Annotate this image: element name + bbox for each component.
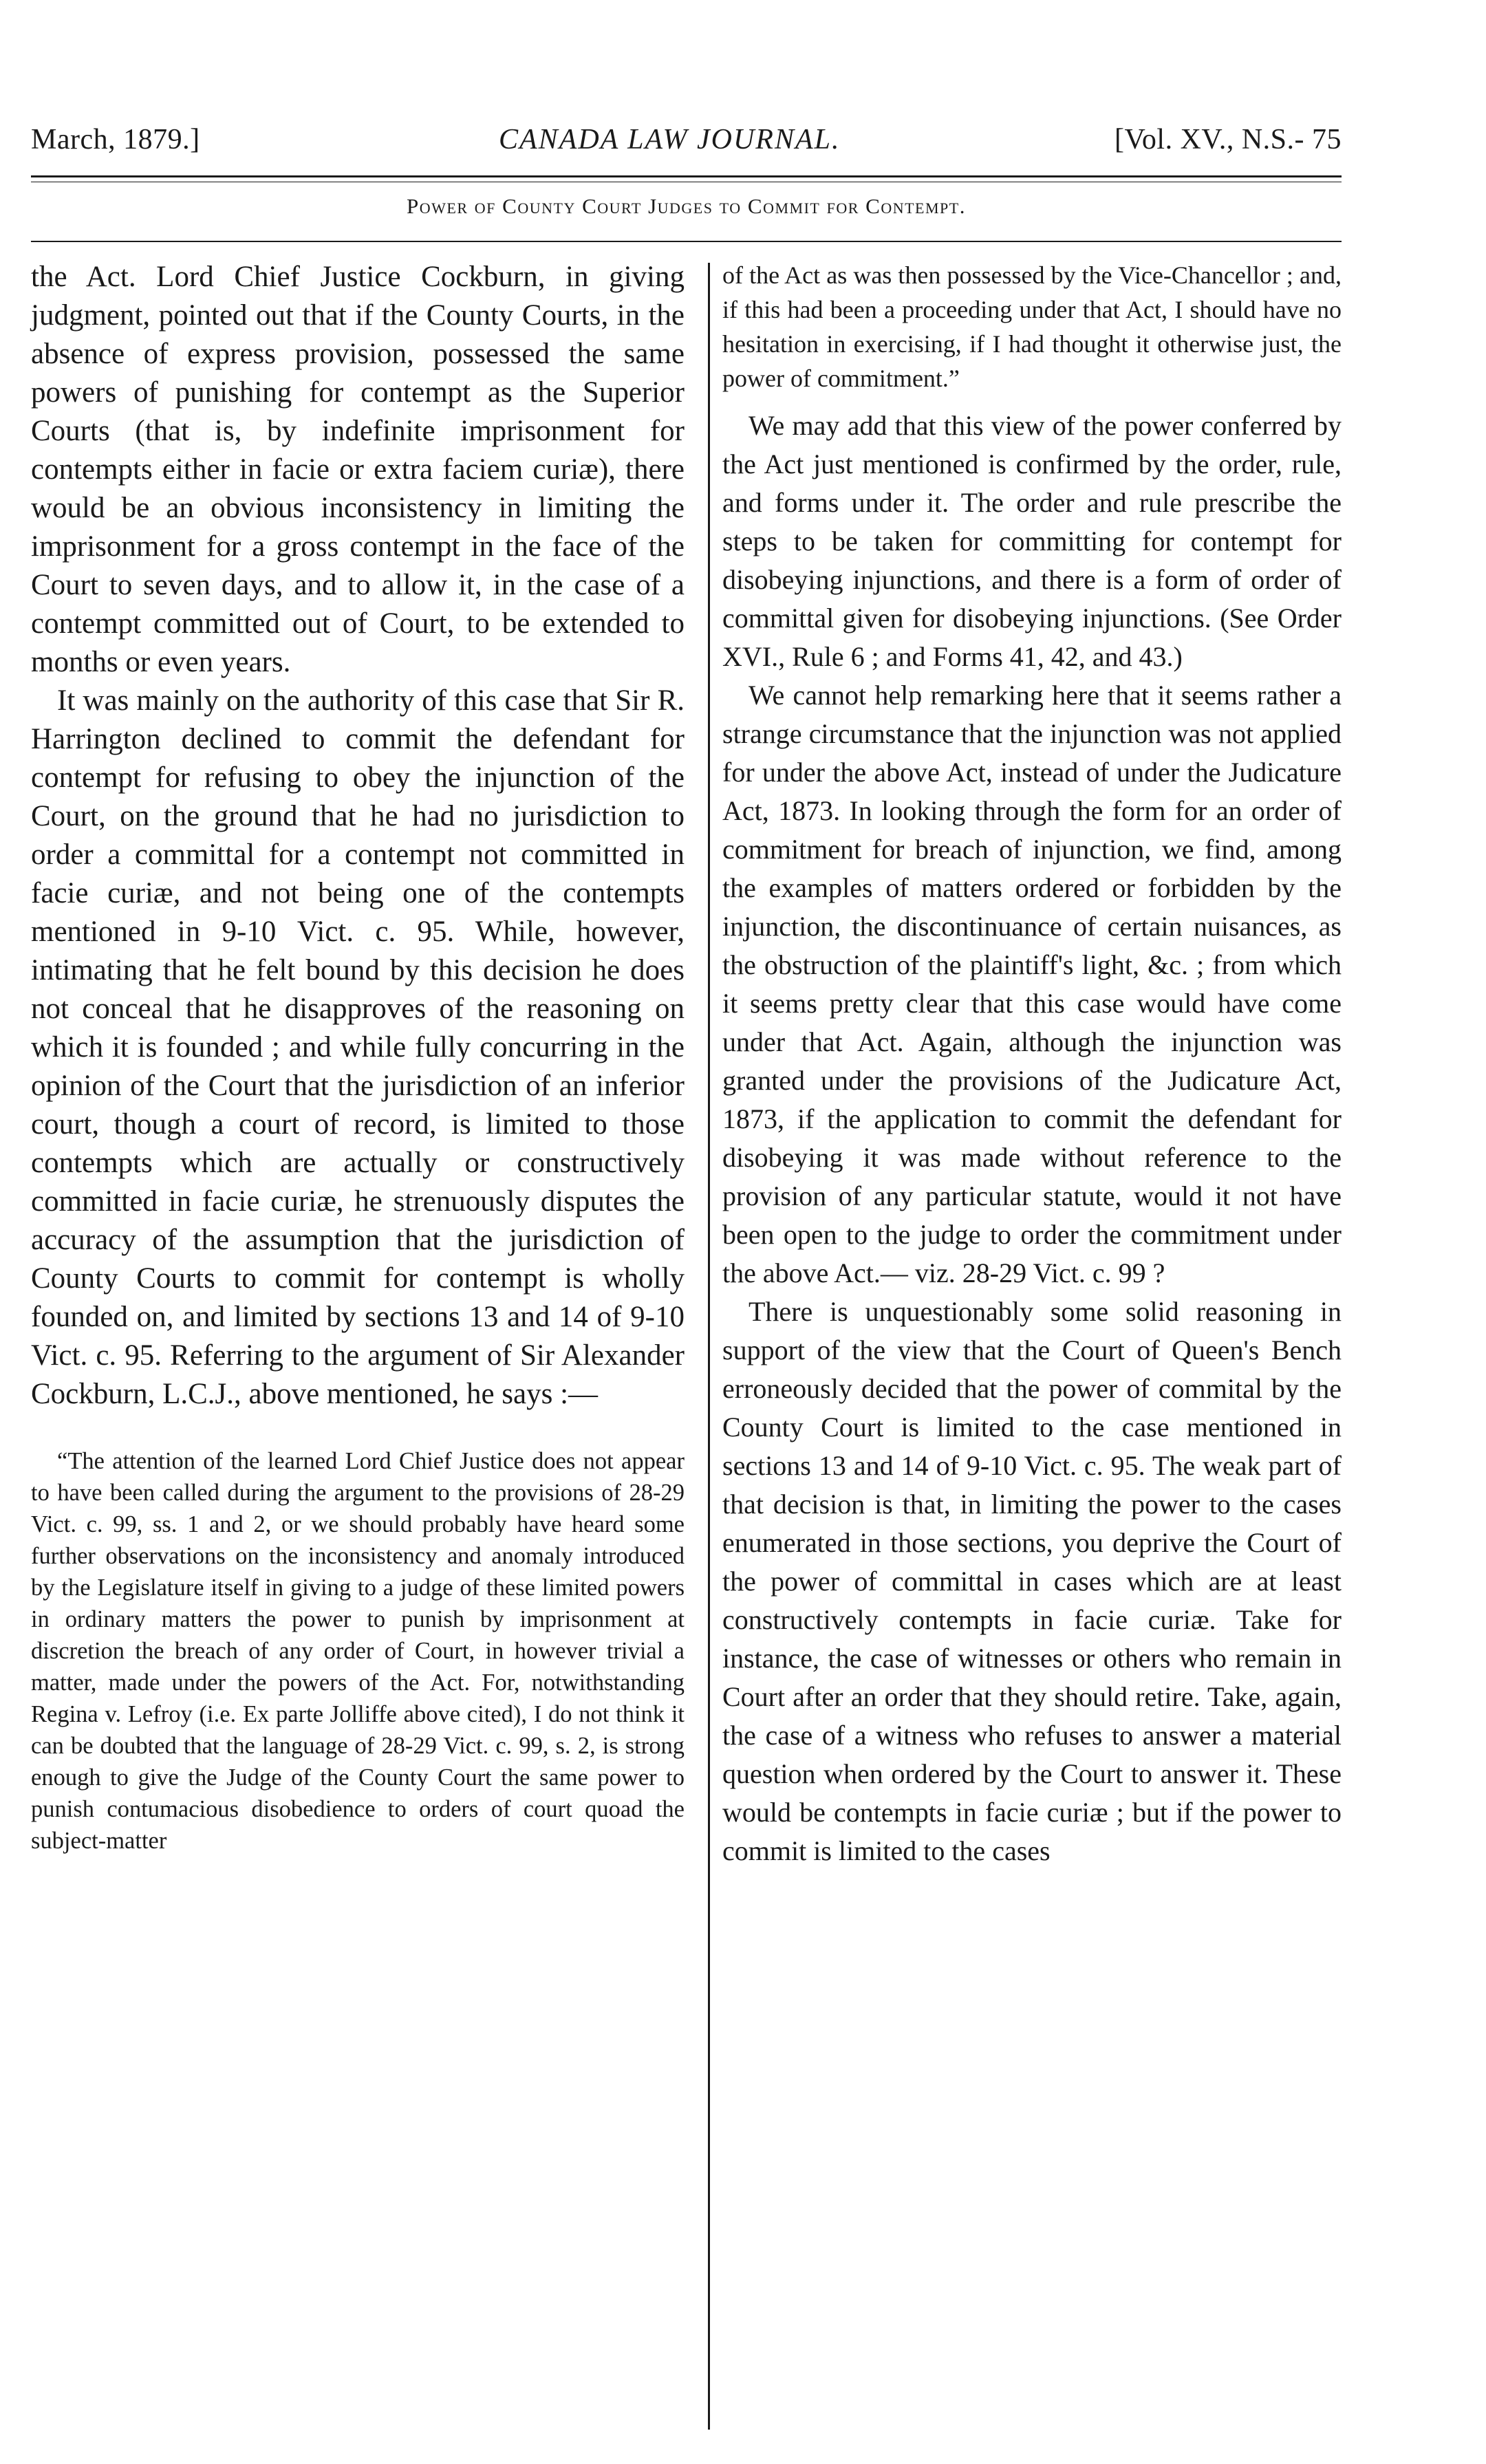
block-quote-continued: of the Act as was then possessed by the Vice-Chancellor ; and, if this had been a proceeding under that Act, I should have no hesitation in exercising, if I had thought it otherwise just, the power of commitment.” [722, 261, 1342, 392]
right-column [722, 258, 1342, 1870]
section-title: Power of County Court Judges to Commit for Contempt. [407, 194, 966, 218]
paragraph-continued: the Act. Lord Chief Justice Cockburn, in giving judgment, pointed out that if the County Courts, in the absence of express provision, possessed the same powers of punishing for contempt as the Superior Courts (that is, by indefinite imprisonment for contempts either in facie or extra faciem curiæ), there would be an obvious inconsistency in limiting the imprisonment for a gross contempt in the face of the Court to seven days, and to allow it, in the case of a contempt committed out of Court, to be extended to months or even years. [31, 261, 685, 678]
column-divider [708, 263, 710, 2430]
volume-page-number: [Vol. XV., N.S.- 75 [1114, 124, 1342, 155]
block-quote: “The attention of the learned Lord Chief Justice does not appear to have been called during the argument to the provisions of 28-29 Vict. c. 99, ss. 1 and 2, or we should probably have heard some further observations on the inconsistency and anomaly introduced by the Legislature itself in giving to a judge of these limited powers in ordinary matters the power to punish by imprisonment at discretion the breach of any order of Court, in however trivial a matter, made under the powers of the Act. For, notwithstanding Regina v. Lefroy (i.e. Ex parte Jolliffe above cited), I do not think it can be doubted that the language of 28-29 Vict. c. 99, s. 2, is strong enough to give the Judge of the County Court the same power to punish contumacious disobedience to orders of court quoad the subject-matter [31, 1448, 685, 1854]
header-rule-thick [31, 175, 1342, 177]
issue-date: March, 1879.] [31, 124, 200, 155]
paragraph-harrington: It was mainly on the authority of this case that Sir R. Harrington declined to commit the defendant for contempt for refusing to obey the injunction of the Court, on the ground that he had no jurisdiction to order a committal for a contempt not committed in facie curiæ, and not being one of the contempts mentioned in 9-10 Vict. c. 95. While, however, intimating that he felt bound by this decision he does not conceal that he disapproves of the reasoning on which it is founded ; and while fully concurring in the opinion of the Court that the jurisdiction of an inferior court, though a court of record, is limited to those contempts which are actually or constructively committed in facie curiæ, he strenuously disputes the accuracy of the assumption that the jurisdiction of County Courts to commit for contempt is wholly founded on, and limited by sections 13 and 14 of 9-10 Vict. c. 95. Referring to the argument of Sir Alexander Cockburn, L.C.J., above mentioned, he says :— [31, 684, 685, 1410]
paragraph-view-of-power: We may add that this view of the power conferred by the Act just mentioned is confirmed by the order, rule, and forms under it. The order and rule prescribe the steps to be taken for committing for contempt for disobeying injunctions, and there is a form of order of committal given for disobeying injunctions. (See Order XVI., Rule 6 ; and Forms 41, 42, and 43.) [722, 410, 1342, 672]
left-column [31, 258, 685, 1857]
paragraph-remark: We cannot help remarking here that it seems rather a strange circumstance that the injunction was not applied for under the above Act, instead of under the Judicature Act, 1873. In looking through the form for an order of commitment for breach of injunction, we find, among the examples of matters ordered or forbidden by the injunction, the discontinuance of certain nuisances, as the obstruction of the plaintiff's light, &c. ; from which it seems pretty clear that this case would have come under that Act. Again, although the injunction was granted under the provisions of the Judicature Act, 1873, if the application to commit the defendant for disobeying it was made without reference to the provision of any particular statute, would it not have been open to the judge to order the commitment under the above Act.— viz. 28-29 Vict. c. 99 ? [722, 680, 1342, 1288]
running-head [31, 116, 1342, 164]
journal-title: CANADA LAW JOURNAL. [499, 124, 841, 155]
journal-page [31, 103, 1342, 2435]
title-rule [31, 241, 1342, 242]
paragraph-reasoning: There is unquestionably some solid reasoning in support of the view that the Court of Queen's Bench erroneously decided that the power of commital by the County Court is limited to the case mentioned in sections 13 and 14 of 9-10 Vict. c. 95. The weak part of that decision is that, in limiting the power to the cases enumerated in those sections, you deprive the Court of the power of committal in cases which are at least constructively contempts in facie curiæ. Take for instance, the case of witnesses or others who remain in Court after an order that they should retire. Take, again, the case of a witness who refuses to answer a material question when ordered by the Court to answer it. These would be contempts in facie curiæ ; but if the power to commit is limited to the cases [722, 1296, 1342, 1866]
